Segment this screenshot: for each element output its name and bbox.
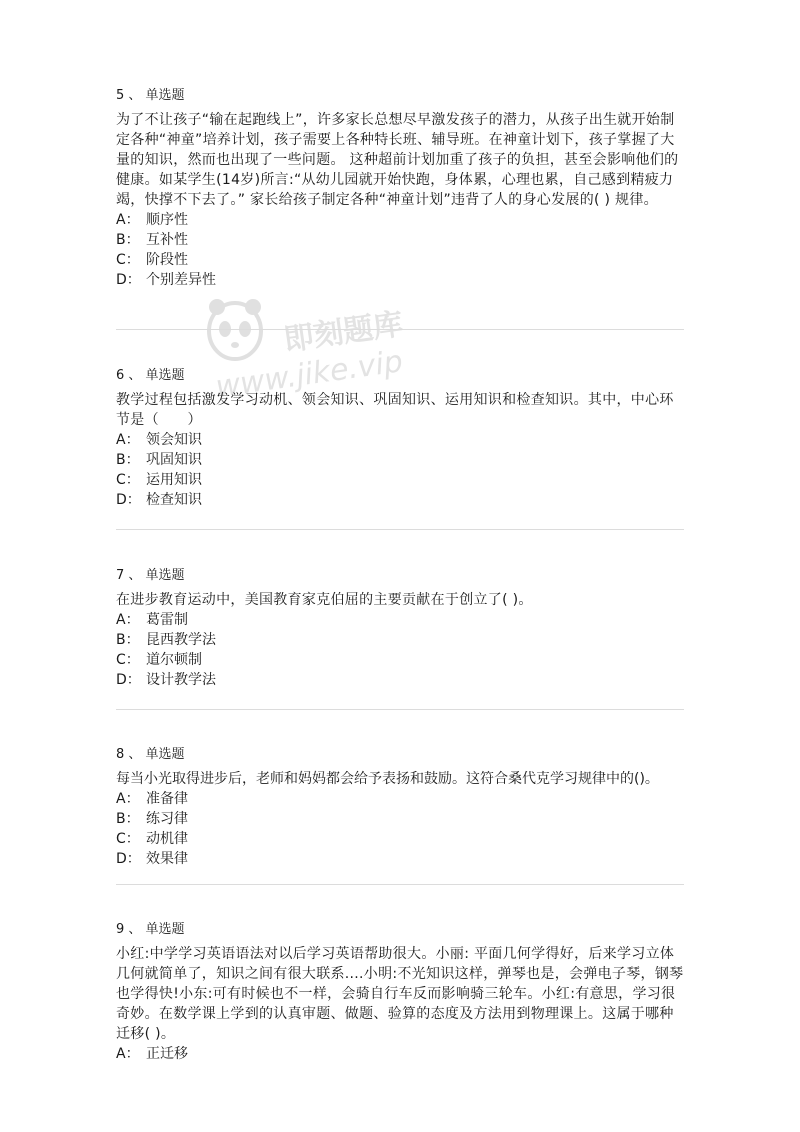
- question-9: [116, 920, 686, 1064]
- option-label: C：: [116, 252, 140, 268]
- option-label: A：: [116, 212, 140, 228]
- option-c[interactable]: [116, 650, 686, 670]
- option-label: A：: [116, 1046, 140, 1062]
- option-b[interactable]: [116, 450, 686, 470]
- option-c[interactable]: [116, 250, 686, 270]
- question-stem: 每当小光取得进步后，老师和妈妈都会给予表扬和鼓励。这符合桑代克学习规律中的()。: [116, 771, 659, 787]
- option-c[interactable]: [116, 829, 686, 849]
- option-label: C：: [116, 831, 140, 847]
- option-text: 个别差异性: [146, 272, 216, 288]
- option-text: 道尔顿制: [146, 652, 202, 668]
- question-stem: 教学过程包括激发学习动机、领会知识、巩固知识、运用知识和检查知识。其中，中心环节是（ ）: [116, 392, 674, 428]
- option-text: 顺序性: [146, 212, 188, 228]
- option-text: 运用知识: [146, 472, 202, 488]
- option-label: A：: [116, 432, 140, 448]
- option-label: A：: [116, 612, 140, 628]
- divider: [116, 329, 684, 330]
- option-label: B：: [116, 811, 140, 827]
- option-text: 效果律: [146, 851, 188, 867]
- question-stem: 小红:中学学习英语语法对以后学习英语帮助很大。小丽: 平面几何学得好，后来学习立体几何就简单了，知识之间有很大联系....小明:不光知识这样，弹琴也是，会弹电子琴，钢琴也学得快!小东:可有时候也不一样，会骑自行车反而影响骑三轮车。小红:有意思，学习很奇妙。在数学课上学到的认真审题、做题、验算的态度及方法用到物理课上。这属于哪种迁移( )。: [116, 946, 684, 1042]
- question-header: 9 、 单选题: [116, 922, 185, 937]
- option-label: D：: [116, 851, 141, 867]
- option-a[interactable]: [116, 610, 686, 630]
- option-text: 准备律: [146, 791, 188, 807]
- question-stem: 在进步教育运动中，美国教育家克伯屈的主要贡献在于创立了( )。: [116, 592, 533, 608]
- option-label: A：: [116, 791, 140, 807]
- option-text: 检查知识: [146, 492, 202, 508]
- question-6: [116, 366, 686, 510]
- option-label: C：: [116, 472, 140, 488]
- option-b[interactable]: [116, 809, 686, 829]
- divider: [116, 529, 684, 530]
- option-a[interactable]: [116, 430, 686, 450]
- option-d[interactable]: [116, 849, 686, 869]
- option-a[interactable]: [116, 1044, 686, 1064]
- question-stem: 为了不让孩子“输在起跑线上”，许多家长总想尽早激发孩子的潜力，从孩子出生就开始制定各种“神童”培养计划，孩子需要上各种特长班、辅导班。在神童计划下，孩子掌握了大量的知识，然而也出现了一些问题。 这种超前计划加重了孩子的负担，甚至会影响他们的健康。如某学生(14岁)所言:“从幼儿园就开始快跑，身体累，心理也累，自己感到精疲力竭，快撑不下去了。” 家长给孩子制定各种“神童计划”违背了人的身心发展的( ) 规律。: [116, 112, 679, 208]
- option-text: 昆西教学法: [146, 632, 216, 648]
- option-text: 互补性: [146, 232, 188, 248]
- question-header: 7 、 单选题: [116, 568, 185, 583]
- option-text: 葛雷制: [146, 612, 188, 628]
- option-label: B：: [116, 632, 140, 648]
- question-header: 6 、 单选题: [116, 368, 185, 383]
- option-label: B：: [116, 232, 140, 248]
- option-text: 领会知识: [146, 432, 202, 448]
- option-label: C：: [116, 652, 140, 668]
- option-text: 阶段性: [146, 252, 188, 268]
- option-c[interactable]: [116, 470, 686, 490]
- option-text: 练习律: [146, 811, 188, 827]
- option-label: B：: [116, 452, 140, 468]
- option-a[interactable]: [116, 789, 686, 809]
- watermark-brand: 即刻题库: [281, 306, 406, 359]
- question-header: 5 、 单选题: [116, 88, 185, 103]
- option-d[interactable]: [116, 270, 686, 290]
- question-header: 8 、 单选题: [116, 747, 185, 762]
- option-text: 正迁移: [146, 1046, 188, 1062]
- watermark-url: www.jike.vip: [213, 344, 405, 405]
- option-label: D：: [116, 672, 141, 688]
- divider: [116, 884, 684, 885]
- option-b[interactable]: [116, 230, 686, 250]
- option-d[interactable]: [116, 490, 686, 510]
- option-b[interactable]: [116, 630, 686, 650]
- question-5: [116, 86, 686, 290]
- option-label: D：: [116, 492, 141, 508]
- option-text: 动机律: [146, 831, 188, 847]
- option-text: 设计教学法: [146, 672, 216, 688]
- option-label: D：: [116, 272, 141, 288]
- option-d[interactable]: [116, 670, 686, 690]
- option-a[interactable]: [116, 210, 686, 230]
- option-text: 巩固知识: [146, 452, 202, 468]
- question-8: [116, 745, 686, 869]
- panda-logo-icon: [205, 293, 265, 363]
- divider: [116, 709, 684, 710]
- question-7: [116, 566, 686, 690]
